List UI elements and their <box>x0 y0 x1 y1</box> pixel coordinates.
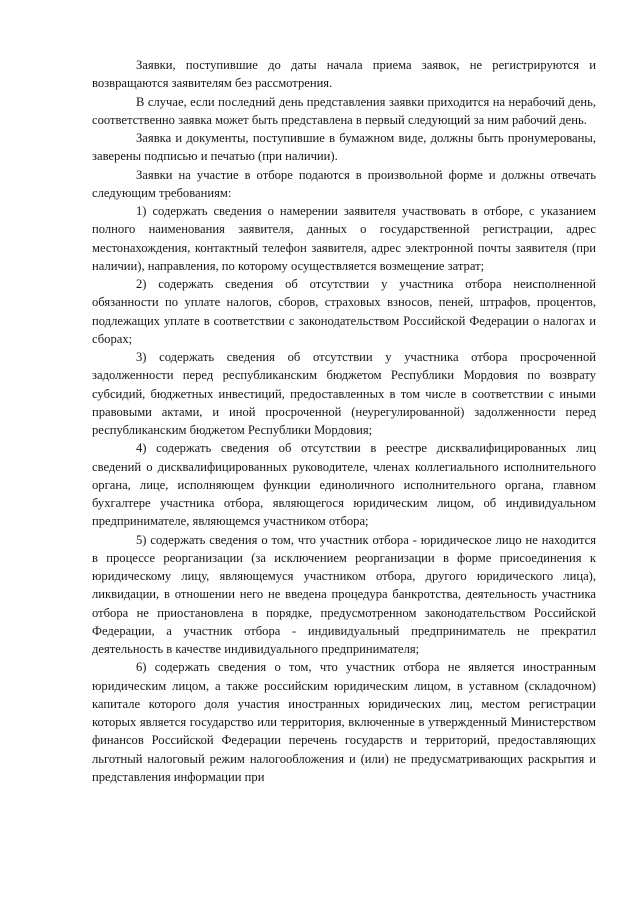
requirement-item-2: 2) содержать сведения об отсутствии у участника отбора неисполненной обязанности по уплате налогов, сборов, страховых взносов, пеней, штрафов, процентов, подлежащих уплате в соответствии с законодательством Российской Федерации о налогах и сборах; <box>92 277 596 346</box>
document-body <box>92 56 596 786</box>
requirement-item-4: 4) содержать сведения об отсутствии в реестре дисквалифицированных лиц сведений о дисквалифицированных руководителе, членах коллегиального исполнительного органа, лице, исполняющем функции единоличного исполнительного органа, главном бухгалтере участника отбора, являющегося юридическим лицом, об индивидуальном предпринимателе, являющемся участником отбора; <box>92 441 596 529</box>
requirement-item-1: 1) содержать сведения о намерении заявителя участвовать в отборе, с указанием полного наименования заявителя, данных о государственной регистрации, адрес местонахождения, контактный телефон заявителя, адрес электронной почты заявителя (при наличии), направления, по которому осуществляется возмещение затрат; <box>92 204 596 273</box>
paragraph-late-applications: Заявки, поступившие до даты начала приема заявок, не регистрируются и возвращаются заявителям без рассмотрения. <box>92 58 596 91</box>
paragraph-paper-documents: Заявка и документы, поступившие в бумажном виде, должны быть пронумерованы, заверены подписью и печатью (при наличии). <box>92 131 596 164</box>
paragraph-non-working-day: В случае, если последний день представления заявки приходится на нерабочий день, соответственно заявка может быть представлена в первый следующий за ним рабочий день. <box>92 94 596 127</box>
paragraph-requirements-intro: Заявки на участие в отборе подаются в произвольной форме и должны отвечать следующим требованиям: <box>92 167 596 200</box>
requirement-item-3: 3) содержать сведения об отсутствии у участника отбора просроченной задолженности перед республиканским бюджетом Республики Мордовия по возврату субсидий, бюджетных инвестиций, предоставленных в том числе в соответствии с иными правовыми актами, и иной просроченной (неурегулированной) задолженности перед республиканским бюджетом Республики Мордовия; <box>92 350 596 437</box>
requirement-item-6: 6) содержать сведения о том, что участник отбора не является иностранным юридическим лицом, а также российским юридическим лицом, в уставном (складочном) капитале которого доля участия иностранных юридических лиц, местом регистрации которых является государство или территория, включенные в утвержденный Министерством финансов Российской Федерации перечень государств и территорий, предоставляющих льготный налоговый режим налогообложения и (или) не предусматривающих раскрытия и представления информации при <box>92 660 596 784</box>
requirement-item-5: 5) содержать сведения о том, что участник отбора - юридическое лицо не находится в процессе реорганизации (за исключением реорганизации в форме присоединения к юридическому лицу, являющемуся участником отбора, другого юридического лица), ликвидации, в отношении него не введена процедура банкротства, деятельность участника отбора не приостановлена в порядке, предусмотренном законодательством Российской Федерации, а участник отбора - индивидуальный предприниматель не прекратил деятельность в качестве индивидуального предпринимателя; <box>92 532 596 656</box>
